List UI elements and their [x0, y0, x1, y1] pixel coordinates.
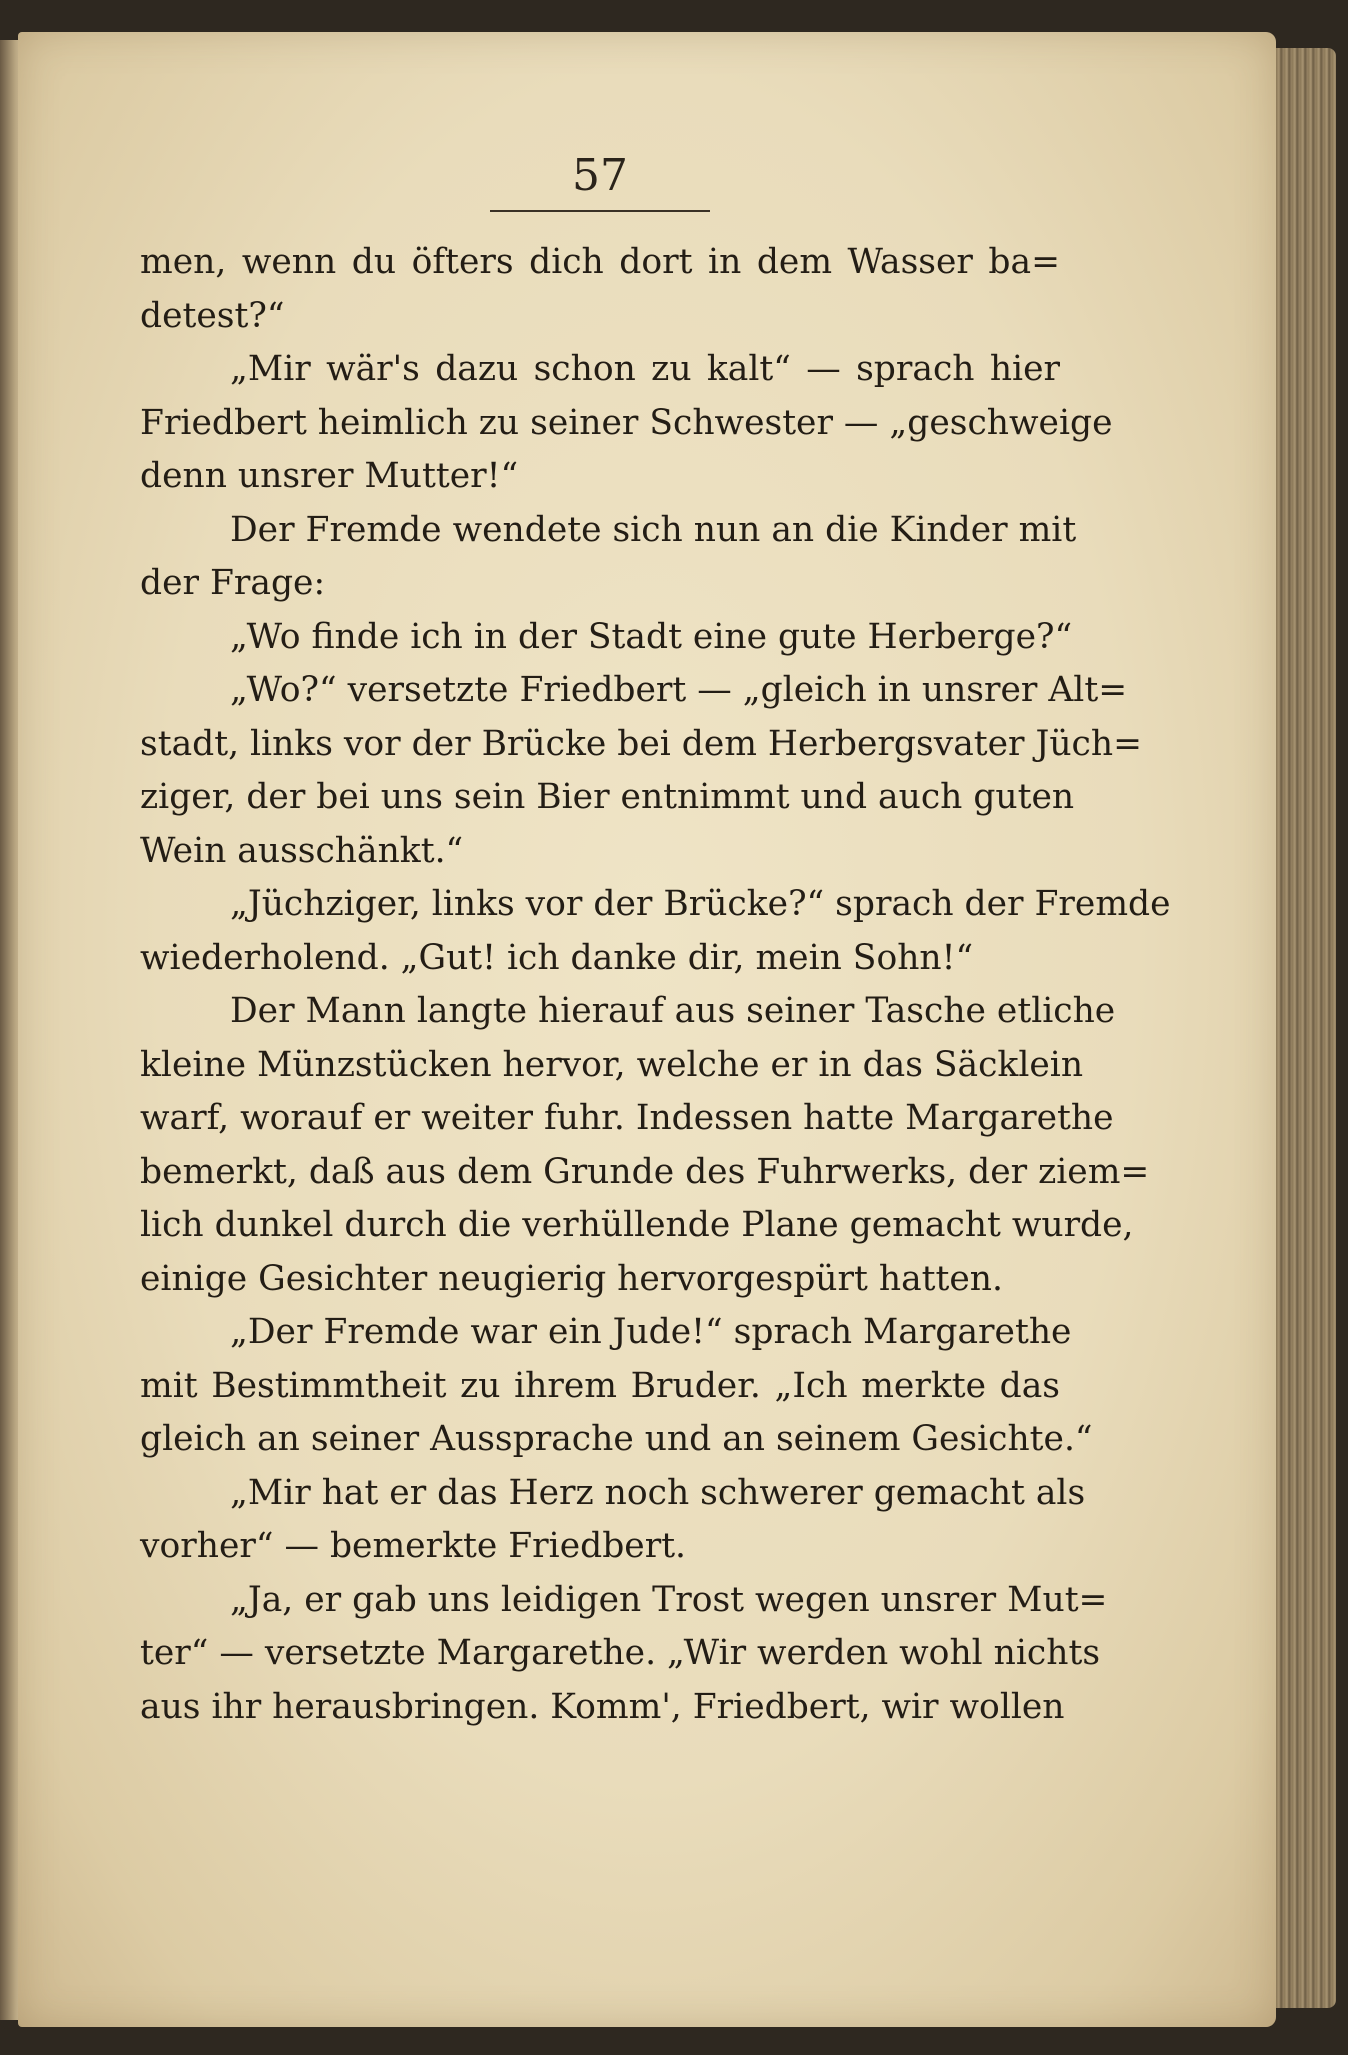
- page-block-edge: [1276, 48, 1336, 2008]
- text-line: Wein ausschänkt.“: [140, 830, 464, 871]
- text-line: der Frage:: [140, 563, 326, 603]
- text-line: „Jüchziger, links vor der Brücke?“ sprach der Fremde: [230, 884, 1171, 924]
- text-line: ter“ — versetzte Margarethe. „Wir werden wohl nichts: [140, 1633, 1101, 1673]
- page-number: 57: [572, 150, 628, 201]
- text-line: Der Fremde wendete sich nun an die Kinder mit: [230, 509, 1077, 550]
- text-line: stadt, links vor der Brücke bei dem Herbergsvater Jüch=: [140, 723, 1142, 764]
- text-line: „Wo finde ich in der Stadt eine gute Herberge?“: [230, 616, 1073, 657]
- text-line: „Der Fremde war ein Jude!“ sprach Margarethe: [230, 1312, 1072, 1352]
- text-line: aus ihr herausbringen. Komm', Friedbert, wir wollen: [140, 1686, 1065, 1727]
- text-line: gleich an seiner Aussprache und an seinem Gesichte.“: [140, 1419, 1093, 1459]
- text-line: „Wo?“ versetzte Friedbert — „gleich in unsrer Alt=: [230, 670, 1128, 710]
- text-line: einige Gesichter neugierig hervorgespürt hatten.: [140, 1258, 1003, 1299]
- text-line: kleine Münzstücken hervor, welche er in das Säcklein: [140, 1044, 1084, 1085]
- text-line: detest?“: [140, 295, 285, 336]
- text-line: men, wenn du öfters dich dort in dem Wasser ba=: [140, 242, 1060, 282]
- page-number-rule: [490, 210, 710, 212]
- text-line: bemerkt, daß aus dem Grunde des Fuhrwerks, der ziem=: [140, 1151, 1150, 1192]
- text-line: Friedbert heimlich zu seiner Schwester — „geschweige: [140, 402, 1113, 443]
- text-line: Der Mann langte hierauf aus seiner Tasche etliche: [230, 991, 1116, 1031]
- text-line: „Mir wär's dazu schon zu kalt“ — sprach hier: [230, 349, 1060, 389]
- text-line: „Ja, er gab uns leidigen Trost wegen unsrer Mut=: [230, 1579, 1108, 1620]
- text-line: warf, worauf er weiter fuhr. Indessen hatte Margarethe: [140, 1098, 1114, 1138]
- text-line: denn unsrer Mutter!“: [140, 456, 519, 496]
- text-line: mit Bestimmtheit zu ihrem Bruder. „Ich merkte das: [140, 1365, 1060, 1406]
- text-line: vorher“ — bemerkte Friedbert.: [140, 1526, 687, 1566]
- text-line: ziger, der bei uns sein Bier entnimmt und auch guten: [140, 777, 1075, 817]
- body-text: [140, 236, 1171, 1734]
- text-line: wiederholend. „Gut! ich danke dir, mein Sohn!“: [140, 937, 974, 978]
- text-line: lich dunkel durch die verhüllende Plane gemacht wurde,: [140, 1205, 1134, 1245]
- text-line: „Mir hat er das Herz noch schwerer gemacht als: [230, 1472, 1086, 1513]
